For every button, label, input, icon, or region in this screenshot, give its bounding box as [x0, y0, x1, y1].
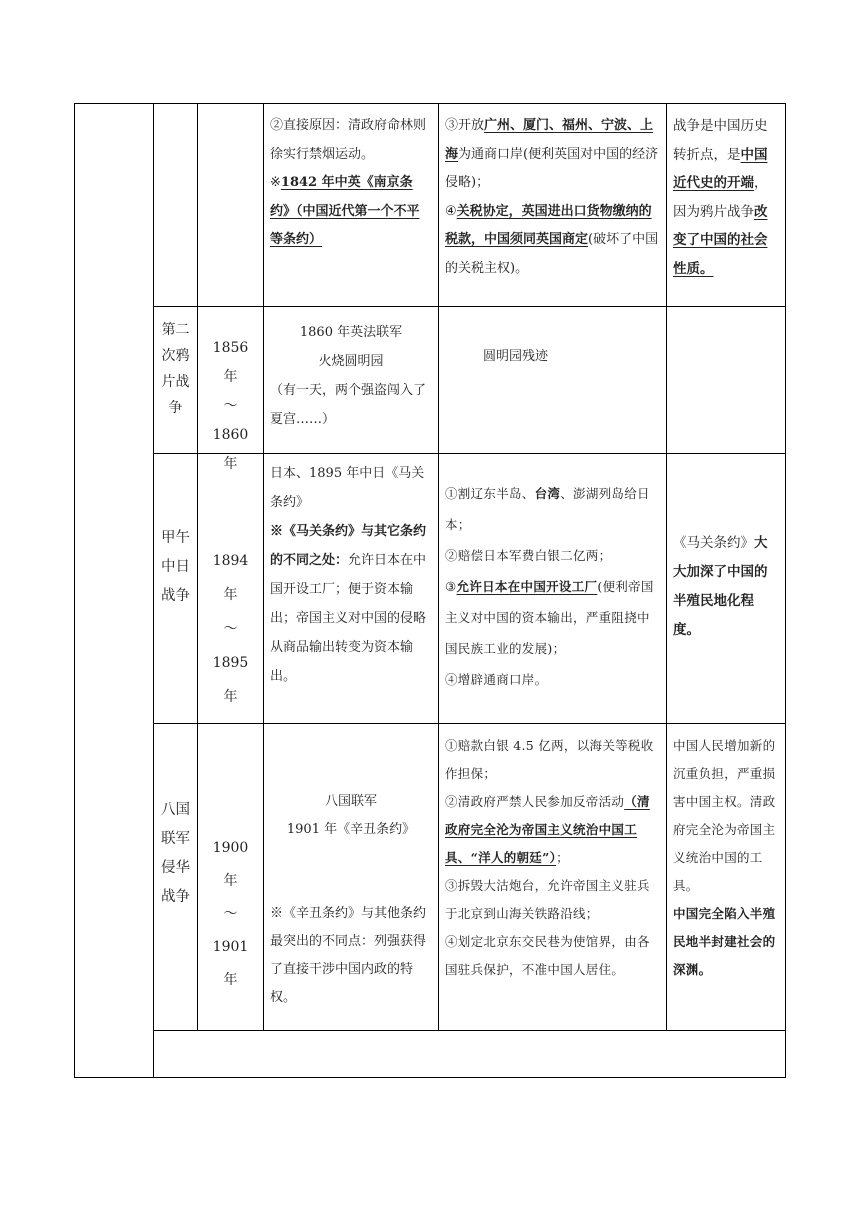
term-3-suffix: (便利帝国主义对中国的资本输出，严重阻挠中国民族工业的发展)； [445, 579, 654, 656]
table-border-left [74, 103, 75, 1078]
nanjing-treaty-terms-cell [439, 106, 666, 306]
row-divider [153, 1030, 786, 1031]
term-2-text: ②清政府严禁人民参加反帝活动 [445, 794, 625, 809]
war-name-cell [153, 524, 198, 624]
term-tariff-bold: 关税协定，英国进出口货物缴纳的税款，中国须同英国商定 [445, 203, 652, 247]
term-1 [445, 478, 660, 540]
nanjing-treaty-text [270, 169, 432, 255]
term-ports-list: 广州、厦门、福州、宁波、上海 [445, 118, 654, 162]
impact-bold: 大大加深了中国的半殖民地化程度。 [673, 535, 768, 638]
term-tariff-prefix: ④ [445, 203, 457, 219]
war-years-cell [198, 330, 263, 472]
term-1-prefix: ①割辽东半岛、 [445, 486, 535, 501]
term-1-suffix: 、澎湖列岛给日本； [445, 486, 650, 532]
impact-text [673, 529, 779, 645]
term-ports-suffix: 为通商口岸(便利英国对中国的经济侵略)； [445, 146, 659, 190]
table-border-top [74, 103, 786, 104]
shimonoseki-intro: 日本、1895 年中日《马关条约》 [270, 466, 425, 510]
impact-bold-2: 改变了中国的社会性质。 [673, 203, 768, 277]
shimonoseki-terms-cell [439, 474, 666, 714]
term-2-bold: （清政府完全沦为帝国主义统治中国工具、“洋人的朝廷”） [445, 794, 650, 865]
shimonoseki-difference-label: ※《马关条约》与其它条约的不同之处： [270, 524, 427, 568]
term-ports [445, 112, 660, 198]
term-tariff-suffix: (破坏了中国的关税主权)。 [445, 232, 659, 276]
opium-war-events-cell [264, 106, 438, 306]
impact-text [673, 112, 779, 283]
year-tilde: ～ [223, 398, 238, 414]
term-2: ②赔偿日本军费白银二亿两； [445, 548, 612, 563]
term-4: ④划定北京东交民巷为使馆界，由各国驻兵保护，不准中国人居住。 [445, 934, 650, 977]
event-spacer [270, 844, 432, 900]
term-4: ④增辟通商口岸。 [445, 672, 548, 687]
term-3 [445, 571, 660, 664]
year-end: 1895 年 [212, 655, 249, 705]
event-line-2: 1901 年《辛丑条约》 [286, 822, 416, 837]
war-name-cell [153, 796, 198, 946]
xinchou-impact-cell [667, 728, 785, 1028]
impact-prefix: 战争是中国历史转折点，是 [673, 118, 768, 163]
shimonoseki-difference [270, 517, 432, 691]
impact-normal: 中国人民增加新的沉重负担，严重损害中国主权。清政府完全沦为帝国主义统治中国的工具。 [673, 738, 776, 893]
war-name: 八国联军侵华战争 [161, 802, 190, 905]
shimonoseki-impact-cell [667, 525, 785, 655]
war-name-cell [153, 311, 198, 453]
opium-war-impact-cell [667, 106, 785, 306]
year-tilde: ～ [223, 906, 238, 922]
war-years-cell [198, 828, 263, 988]
term-1: ①赔款白银 4.5 亿两，以海关等税收作担保； [445, 738, 654, 781]
xinchou-terms-cell [439, 728, 666, 1028]
impact-prefix: 《马关条约》 [673, 535, 754, 551]
year-start: 1894 年 [212, 553, 249, 603]
table-border-bottom [74, 1077, 786, 1078]
term-3-bold: 允许日本在中国开设工厂 [456, 579, 598, 594]
term-tariff [445, 198, 660, 284]
year-start: 1900 年 [212, 840, 249, 889]
war-events-cell [264, 314, 438, 452]
xinchou-note: ※《辛丑条约》与其他条约最突出的不同点：列强获得了直接干涉中国内政的特权。 [270, 906, 427, 1005]
year-tilde: ～ [223, 621, 238, 637]
event-line-1: 八国联军 [324, 794, 377, 809]
nanjing-treaty-label: 1842 年中英《南京条约》（中国近代第一个不平等条约） [270, 175, 420, 247]
year-start: 1856 年 [212, 340, 249, 385]
war-events-cell [264, 455, 438, 723]
row-divider [153, 306, 786, 307]
term-2 [445, 788, 660, 872]
war-name: 甲午中日战争 [161, 530, 190, 604]
event-line-2: 火烧圆明园 [318, 354, 384, 369]
event-line-1: 1860 年英法联军 [299, 325, 403, 340]
year-end: 1901 年 [212, 939, 249, 988]
yuanmingyuan-ruins-text: 圆明园残迹 [483, 349, 549, 364]
war-terms-cell [439, 344, 666, 374]
year-end: 1860 年 [212, 427, 249, 472]
impact-bold-1: 中国近代史的开端 [673, 146, 768, 191]
term-ports-prefix: ③开放 [445, 118, 485, 133]
impact-bold: 中国完全陷入半殖民地半封建社会的深渊。 [673, 906, 776, 977]
term-1-bold: 台湾 [534, 486, 561, 501]
war-years-cell [198, 540, 263, 705]
event-line-3: （有一天，两个强盗闯入了夏宫……） [270, 383, 427, 427]
table-border-right [785, 103, 786, 1078]
war-events-cell [264, 784, 438, 1024]
term-3: ③拆毁大沽炮台，允许帝国主义驻兵于北京到山海关铁路沿线； [445, 878, 650, 921]
row-divider [153, 723, 786, 724]
term-3-prefix: ③ [445, 579, 457, 594]
note-mark: ※ [270, 175, 281, 190]
impact-middle: ，因为鸦片战争 [673, 175, 768, 220]
war-name: 第二次鸦片战争 [161, 322, 190, 416]
direct-cause-text: ②直接原因：清政府命林则徐实行禁烟运动。 [270, 118, 427, 162]
shimonoseki-difference-text: 允许日本在中国开设工厂；便于资本输出；帝国主义对中国的侵略从商品输出转变为资本输出。 [270, 553, 427, 684]
term-2-end: ； [556, 850, 569, 865]
